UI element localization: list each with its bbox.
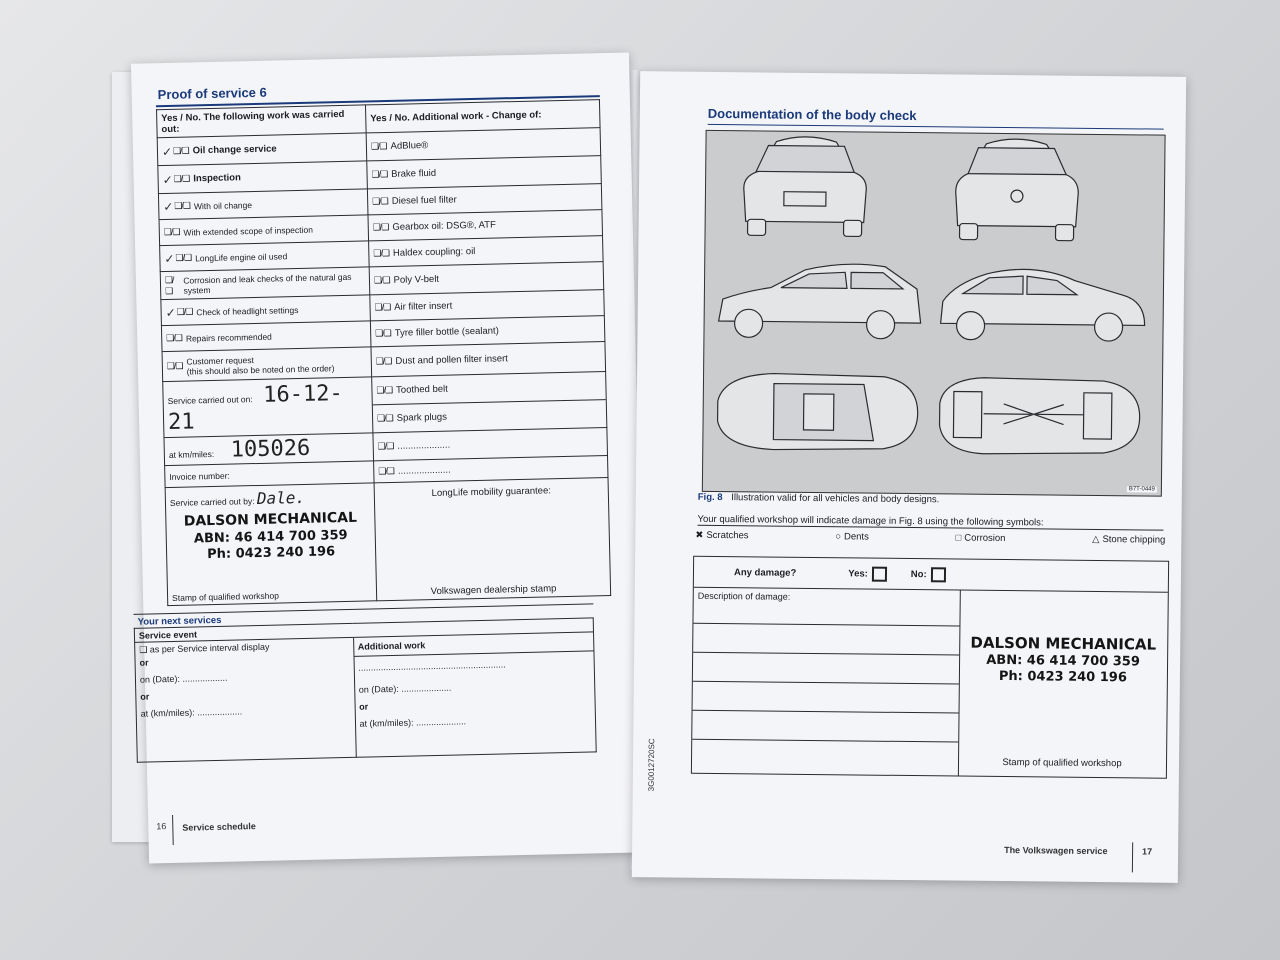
damage-table xyxy=(691,556,1169,779)
work-label: With oil change xyxy=(193,199,253,211)
service-event-header: Service event xyxy=(134,623,353,642)
right-stamp-label: Stamp of qualified workshop xyxy=(1002,756,1122,770)
right-footer: The Volkswagen service xyxy=(1004,845,1108,857)
checked-checkbox-icon[interactable]: ❑/❑ xyxy=(176,306,193,317)
workshop-stamp-cell xyxy=(165,483,377,606)
symbol-label: Corrosion xyxy=(964,532,1006,545)
left-page-number: 16 xyxy=(156,821,167,832)
description-line[interactable] xyxy=(693,624,959,656)
symbol-icon: ○ xyxy=(835,531,842,543)
check-mark-icon: ✓ xyxy=(163,199,174,214)
fig-caption-text: Illustration valid for all vehicles and body designs. xyxy=(731,492,940,506)
right-stamp-phone: Ph: 0423 240 196 xyxy=(998,668,1127,686)
car-rear-view xyxy=(743,136,867,236)
service-date-value: 16-12-21 xyxy=(167,380,343,435)
header-left: Yes / No. The following work was carried out: xyxy=(157,105,367,138)
additional-label: Air filter insert xyxy=(394,300,453,313)
damage-symbol xyxy=(695,530,748,542)
no-label: No: xyxy=(910,568,927,580)
next-additional-cell: Additional work ........................................................... on (Date): .................... or at (km/miles): .................... xyxy=(353,632,596,757)
work-label: Oil change service xyxy=(192,143,277,157)
car-outlines xyxy=(703,131,1165,496)
work-label: Check of headlight settings xyxy=(196,304,299,317)
next-service-event-cell: ❑ as per Service interval display or on (Date): .................. or at (km/miles): .................. xyxy=(135,637,356,762)
checkbox-icon[interactable]: ❑/❑ xyxy=(164,274,174,296)
service-date-label: Service carried out on: xyxy=(167,393,253,406)
dealer-stamp-label: Volkswagen dealership stamp xyxy=(430,583,557,598)
yes-label: Yes: xyxy=(848,567,868,580)
km-label: at km/miles: xyxy=(168,448,215,460)
service-date-cell xyxy=(163,377,373,438)
checkbox-icon[interactable]: ❑/❑ xyxy=(373,274,390,286)
no-checkbox[interactable] xyxy=(931,567,946,582)
checkbox-icon[interactable]: ❑/❑ xyxy=(372,195,388,207)
car-underbody-view xyxy=(939,377,1140,455)
work-label: With extended scope of inspection xyxy=(183,224,314,238)
stamp-label: Stamp of qualified workshop xyxy=(172,590,279,603)
next-km-field[interactable]: at (km/miles): .................. xyxy=(140,706,243,719)
additional-row-blank-1[interactable]: ❑/❑ .................... xyxy=(373,428,608,461)
description-label: Description of damage: xyxy=(693,587,959,627)
carried-out-by-label: Service carried out by: xyxy=(169,496,255,508)
additional-label: Poly V-belt xyxy=(393,273,440,286)
right-page-title: Documentation of the body check xyxy=(707,105,917,124)
damage-symbol xyxy=(955,532,1005,544)
left-page xyxy=(131,52,647,863)
check-mark-icon: ✓ xyxy=(165,305,176,320)
damage-symbol xyxy=(835,531,869,542)
work-label: Repairs recommended xyxy=(185,331,272,344)
body-check-figure[interactable] xyxy=(702,130,1166,497)
additional-label: Tyre filler bottle (sealant) xyxy=(394,325,499,339)
interval-display-option[interactable]: ❑ as per Service interval display xyxy=(139,641,270,655)
check-mark-icon: ✓ xyxy=(162,172,173,187)
additional-row-blank-2[interactable]: ❑/❑ .................... xyxy=(374,456,608,483)
stamp-abn: ABN: 46 414 700 359 xyxy=(193,527,348,546)
checkbox-icon[interactable]: ❑/❑ xyxy=(166,360,183,372)
symbols-intro: Your qualified workshop will indicate damage in Fig. 8 using the following symbols: xyxy=(697,514,1163,531)
checked-checkbox-icon[interactable]: ❑/❑ xyxy=(173,173,190,184)
additional-label: Diesel fuel filter xyxy=(391,194,457,207)
additional-row-toothed-belt[interactable]: ❑/❑ Toothed belt xyxy=(372,372,606,405)
next-services-section xyxy=(133,603,596,762)
invoice-label: Invoice number: xyxy=(165,461,374,488)
symbol-icon: ✖ xyxy=(695,529,704,541)
checked-checkbox-icon[interactable]: ❑/❑ xyxy=(175,252,192,263)
car-side-view-right xyxy=(940,269,1145,342)
damage-symbols-legend xyxy=(695,530,1165,546)
description-line[interactable] xyxy=(692,711,958,743)
additional-label: Brake fluid xyxy=(391,167,437,180)
additional-label: Dust and pollen filter insert xyxy=(395,353,509,367)
additional-label: Gearbox oil: DSG®, ATF xyxy=(392,219,496,233)
work-row[interactable] xyxy=(162,347,372,382)
stamp-name: DALSON MECHANICAL xyxy=(183,509,358,530)
any-damage-label: Any damage? xyxy=(733,566,797,579)
header-right: Yes / No. Additional work - Change of: xyxy=(365,100,600,133)
check-mark-icon: ✓ xyxy=(164,251,175,266)
checked-checkbox-icon[interactable]: ❑/❑ xyxy=(172,145,189,156)
symbol-icon: △ xyxy=(1092,533,1100,545)
additional-label: AdBlue® xyxy=(390,140,429,152)
service-table xyxy=(156,99,611,606)
description-line[interactable] xyxy=(692,740,958,771)
right-page-number: 17 xyxy=(1142,846,1153,857)
yes-checkbox[interactable] xyxy=(872,566,887,581)
right-stamp-abn: ABN: 46 414 700 359 xyxy=(986,652,1140,670)
car-side-view-left xyxy=(718,263,921,339)
symbol-label: Dents xyxy=(843,531,869,543)
left-footer: Service schedule xyxy=(182,821,256,833)
signature: Dale. xyxy=(256,487,306,509)
checkbox-icon[interactable]: ❑/❑ xyxy=(374,301,391,313)
workshop-stamp xyxy=(170,509,371,564)
car-front-view xyxy=(955,138,1079,240)
work-label xyxy=(186,353,334,376)
description-line[interactable] xyxy=(693,682,959,714)
symbol-label: Stone chipping xyxy=(1102,534,1166,546)
additional-row-spark-plugs[interactable]: ❑/❑ Spark plugs xyxy=(376,411,448,424)
work-label: Corrosion and leak checks of the natural gas system xyxy=(183,271,352,296)
stamp-phone: Ph: 0423 240 196 xyxy=(206,543,336,562)
checked-checkbox-icon[interactable]: ❑/❑ xyxy=(174,200,191,211)
work-label: LongLife engine oil used xyxy=(194,250,288,263)
next-date-right-field[interactable]: on (Date): .................... xyxy=(358,682,452,695)
checkbox-icon[interactable]: ❑/❑ xyxy=(163,226,180,238)
checkbox-icon[interactable]: ❑/❑ xyxy=(373,247,390,259)
next-additional-line[interactable]: ........................................................... xyxy=(358,659,506,673)
figure-code: B7T-0449 xyxy=(1128,486,1155,493)
check-mark-icon: ✓ xyxy=(161,144,173,159)
footer-rule xyxy=(172,815,174,845)
next-km-right-field[interactable]: at (km/miles): .................... xyxy=(359,716,467,729)
checkbox-icon[interactable]: ❑/❑ xyxy=(372,221,389,233)
left-page-title: Proof of service 6 xyxy=(157,84,267,103)
longlife-label: LongLife mobility guarantee: xyxy=(431,485,552,500)
additional-label: Haldex coupling: oil xyxy=(392,245,476,259)
symbol-icon: □ xyxy=(955,532,962,544)
next-services-table xyxy=(134,617,597,762)
km-value: 105026 xyxy=(230,435,311,463)
checkbox-icon[interactable]: ❑/❑ xyxy=(371,168,388,180)
damage-symbol xyxy=(1092,534,1165,546)
checkbox-icon[interactable]: ❑/❑ xyxy=(370,140,387,152)
right-page xyxy=(632,71,1186,883)
additional-work-header: Additional work xyxy=(354,632,594,656)
description-lines xyxy=(692,587,960,771)
checkbox-icon[interactable]: ❑/❑ xyxy=(166,332,182,344)
fig-number: Fig. 8 xyxy=(697,491,723,504)
checkbox-icon[interactable]: ❑/❑ xyxy=(375,355,392,367)
right-stamp-name: DALSON MECHANICAL xyxy=(970,633,1157,654)
next-services-title: Your next services xyxy=(133,603,593,627)
right-workshop-stamp xyxy=(959,634,1168,687)
work-label: Inspection xyxy=(193,172,241,185)
dealer-stamp-cell xyxy=(374,478,611,601)
right-footer-rule xyxy=(1132,842,1133,872)
side-code: 3G0012720SC xyxy=(646,738,657,792)
figure-caption xyxy=(698,492,940,506)
symbol-label: Scratches xyxy=(706,529,749,542)
work-label-main: Customer request xyxy=(186,354,255,367)
description-line[interactable] xyxy=(693,653,959,685)
checkbox-icon[interactable]: ❑/❑ xyxy=(375,327,391,339)
right-title-rule xyxy=(708,124,1164,130)
next-date-field[interactable]: on (Date): .................. xyxy=(139,672,228,685)
car-top-view xyxy=(717,373,918,451)
work-label-sub: (this should also be noted on the order) xyxy=(186,362,335,377)
